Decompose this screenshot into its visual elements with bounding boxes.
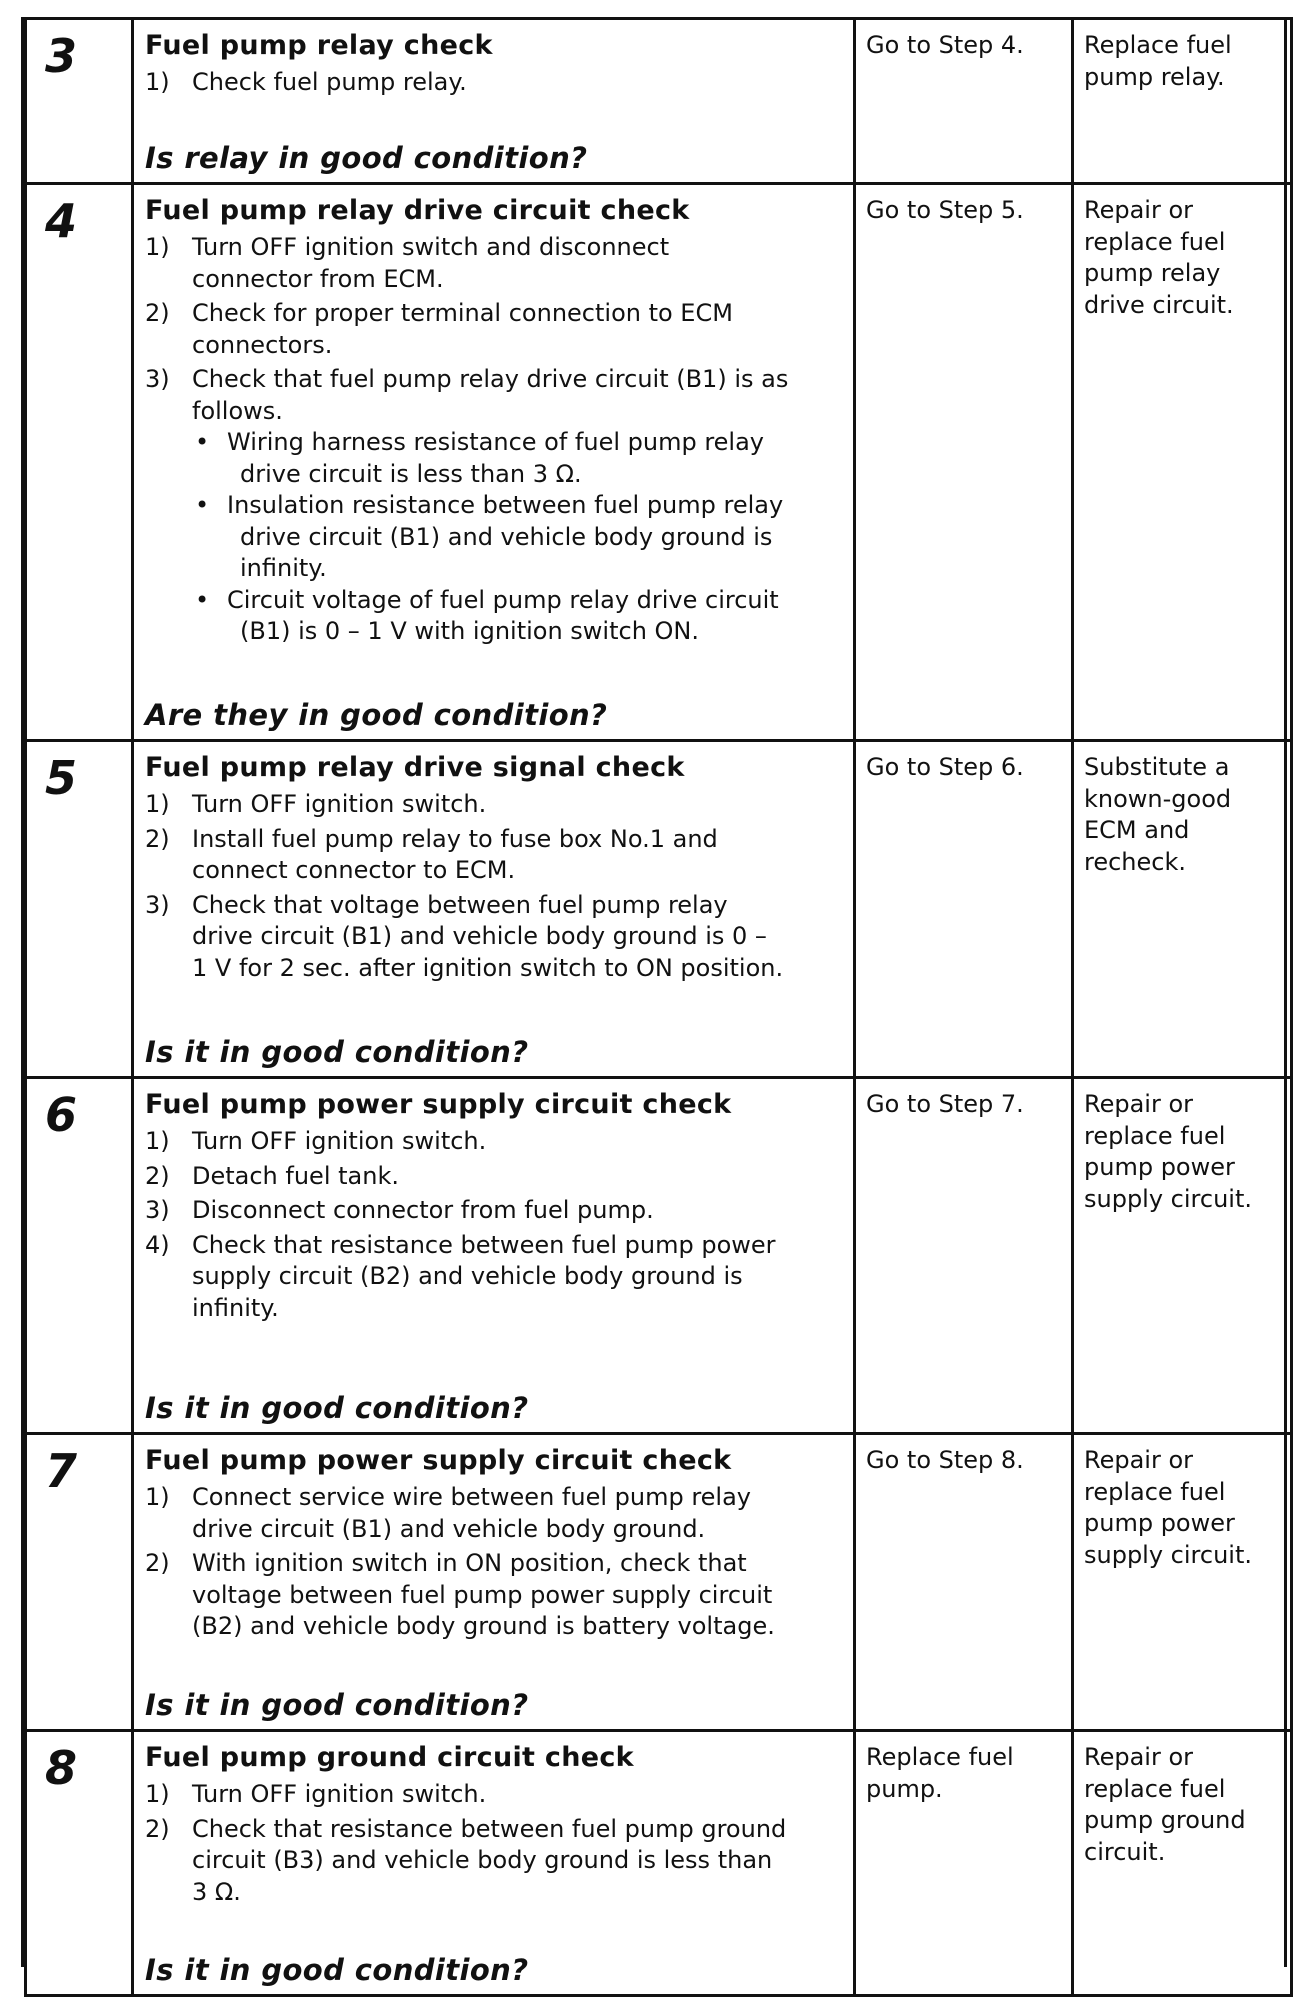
action-cell [133, 19, 855, 184]
text-line: drive circuit (B1) and vehicle body ground. [192, 1514, 706, 1543]
step-title: Fuel pump relay drive circuit check [145, 195, 690, 226]
action-cell [133, 741, 855, 1078]
text-line: Replace fuel [1084, 31, 1232, 59]
text-line: known-good [1084, 784, 1232, 813]
text-line: Turn OFF ignition switch. [192, 1780, 487, 1808]
no-result-cell [1073, 1078, 1292, 1434]
instruction-item [145, 1814, 841, 1909]
yes-result-cell [855, 1731, 1073, 1996]
instruction-number: 2) [145, 1549, 170, 1577]
step-number-cell [26, 1078, 133, 1434]
instruction-item [145, 232, 841, 295]
text-line: Turn OFF ignition switch. [192, 1127, 487, 1155]
text-line: Check for proper terminal connection to ECM [192, 299, 733, 327]
text-line: Go to Step 4. [866, 31, 1024, 59]
instruction-number: 4) [145, 1230, 170, 1259]
text-line: replace fuel [1084, 227, 1226, 256]
text-line: pump. [866, 1774, 943, 1803]
text-line: supply circuit. [1084, 1540, 1252, 1569]
step-question: Is it in good condition? [145, 1953, 529, 1987]
instruction-item [145, 824, 841, 887]
text-line: Repair or [1084, 196, 1194, 224]
step-number-cell [26, 184, 133, 741]
yes-result-cell [855, 1434, 1073, 1731]
text-line: supply circuit. [1084, 1184, 1252, 1213]
step-title: Fuel pump relay drive signal check [145, 752, 685, 783]
step-question: Are they in good condition? [145, 698, 608, 732]
instruction-item [145, 1548, 841, 1643]
instruction-text [192, 232, 841, 295]
instruction-text [192, 1161, 841, 1193]
instruction-text [192, 1548, 841, 1643]
step-number-cell [26, 1434, 133, 1731]
instruction-text [192, 1126, 841, 1158]
instruction-number: 1) [145, 233, 170, 261]
text-line: replace fuel [1084, 1477, 1226, 1506]
text-line: Repair or [1084, 1090, 1194, 1118]
text-line: Check that resistance between fuel pump power [192, 1230, 776, 1259]
action-cell [133, 1078, 855, 1434]
bullet-item [192, 427, 841, 490]
text-line: Check that voltage between fuel pump relay [192, 890, 728, 919]
step-number: 6 [45, 1088, 78, 1142]
no-result-cell [1073, 19, 1292, 184]
text-line: connect connector to ECM. [192, 856, 516, 884]
instruction-number: 1) [145, 1483, 170, 1511]
bullet-icon: • [195, 491, 210, 519]
instruction-text [192, 1482, 841, 1545]
text-line: circuit (B3) and vehicle body ground is less than [192, 1846, 773, 1874]
instruction-number: 3) [145, 1196, 170, 1224]
instruction-number: 1) [145, 790, 170, 818]
text-line: Go to Step 5. [866, 196, 1024, 224]
step-number: 8 [45, 1741, 78, 1795]
step-row-6 [26, 1078, 1292, 1434]
text-line: pump relay. [1084, 62, 1225, 91]
text-line: connectors. [192, 330, 333, 359]
text-line: pump power [1084, 1153, 1235, 1181]
instruction-item [145, 1482, 841, 1545]
text-line: voltage between fuel pump power supply circuit [192, 1580, 773, 1609]
text-line: infinity. [192, 1293, 279, 1322]
bullet-item [192, 490, 841, 585]
instruction-item [145, 67, 841, 99]
step-row-3 [26, 19, 1292, 184]
diagnostic-table-sheet [21, 17, 1287, 1987]
text-line: Install fuel pump relay to fuse box No.1 and [192, 824, 718, 853]
step-number: 7 [45, 1444, 78, 1498]
instruction-item [145, 1126, 841, 1158]
instruction-number: 1) [145, 1780, 170, 1808]
text-line: (B1) is 0 – 1 V with ignition switch ON. [240, 617, 700, 645]
instruction-item [145, 1161, 841, 1193]
yes-result-cell [855, 184, 1073, 741]
text-line: recheck. [1084, 847, 1186, 876]
instruction-number: 3) [145, 365, 170, 393]
text-line: follows. [192, 396, 283, 425]
step-number: 4 [45, 194, 78, 248]
step-number: 3 [45, 29, 78, 83]
bullet-text [227, 585, 841, 648]
instruction-item [145, 1195, 841, 1227]
instruction-number: 2) [145, 824, 170, 853]
instruction-text [192, 1814, 841, 1909]
text-line: drive circuit (B1) and vehicle body ground is 0 – [192, 922, 767, 950]
instruction-number: 1) [145, 68, 170, 96]
bullet-text [227, 490, 841, 585]
step-row-8 [26, 1731, 1292, 1996]
text-line: connector from ECM. [192, 264, 444, 293]
step-row-7 [26, 1434, 1292, 1731]
text-line: Go to Step 7. [866, 1090, 1024, 1118]
instruction-text [192, 298, 841, 361]
instruction-item [145, 789, 841, 821]
text-line: 3 Ω. [192, 1877, 241, 1906]
instruction-text [192, 824, 841, 887]
text-line: replace fuel [1084, 1121, 1226, 1150]
text-line: replace fuel [1084, 1774, 1226, 1803]
text-line: With ignition switch in ON position, check that [192, 1549, 747, 1577]
bullet-text [227, 427, 841, 490]
text-line: 1 V for 2 sec. after ignition switch to ON position. [192, 953, 784, 982]
instruction-number: 2) [145, 299, 170, 327]
instruction-item [145, 1779, 841, 1811]
instruction-number: 2) [145, 1161, 170, 1190]
bullet-icon: • [195, 428, 210, 456]
no-result-cell [1073, 1434, 1292, 1731]
instruction-number: 1) [145, 1127, 170, 1155]
text-line: pump relay [1084, 259, 1221, 287]
step-question: Is it in good condition? [145, 1688, 529, 1722]
instruction-text [192, 789, 841, 821]
text-line: Detach fuel tank. [192, 1161, 399, 1190]
text-line: infinity. [240, 554, 327, 582]
instruction-item [145, 298, 841, 361]
instruction-item [145, 890, 841, 985]
text-line: Repair or [1084, 1446, 1194, 1474]
text-line: Check that resistance between fuel pump ground [192, 1814, 787, 1843]
step-number-cell [26, 19, 133, 184]
step-number-cell [26, 741, 133, 1078]
step-question: Is it in good condition? [145, 1391, 529, 1425]
text-line: Go to Step 6. [866, 753, 1024, 781]
step-title: Fuel pump relay check [145, 30, 493, 61]
no-result-cell [1073, 184, 1292, 741]
text-line: Substitute a [1084, 753, 1230, 781]
instruction-number: 2) [145, 1814, 170, 1843]
text-line: Turn OFF ignition switch and disconnect [192, 233, 670, 261]
text-line: Go to Step 8. [866, 1446, 1024, 1474]
bullet-item [192, 585, 841, 648]
text-line: Repair or [1084, 1743, 1194, 1771]
step-number-cell [26, 1731, 133, 1996]
action-cell [133, 1731, 855, 1996]
bullet-icon: • [195, 585, 210, 614]
instruction-text [192, 1779, 841, 1811]
step-row-5 [26, 741, 1292, 1078]
step-row-4 [26, 184, 1292, 741]
yes-result-cell [855, 741, 1073, 1078]
instruction-item [145, 364, 841, 427]
action-cell [133, 184, 855, 741]
step-title: Fuel pump ground circuit check [145, 1742, 634, 1773]
text-line: drive circuit (B1) and vehicle body ground is [240, 522, 773, 551]
yes-result-cell [855, 1078, 1073, 1434]
text-line: Wiring harness resistance of fuel pump relay [227, 428, 765, 456]
instruction-text [192, 364, 841, 427]
text-line: drive circuit is less than 3 Ω. [240, 459, 582, 488]
text-line: Circuit voltage of fuel pump relay drive circuit [227, 585, 779, 614]
instruction-text [192, 67, 841, 99]
step-question: Is relay in good condition? [145, 141, 588, 175]
action-cell [133, 1434, 855, 1731]
step-question: Is it in good condition? [145, 1035, 529, 1069]
step-title: Fuel pump power supply circuit check [145, 1089, 732, 1120]
text-line: Check fuel pump relay. [192, 68, 467, 96]
no-result-cell [1073, 741, 1292, 1078]
text-line: pump ground [1084, 1806, 1246, 1834]
text-line: Insulation resistance between fuel pump relay [227, 491, 784, 519]
text-line: supply circuit (B2) and vehicle body ground is [192, 1262, 743, 1290]
text-line: Check that fuel pump relay drive circuit (B1) is as [192, 365, 789, 393]
text-line: drive circuit. [1084, 290, 1234, 319]
text-line: (B2) and vehicle body ground is battery voltage. [192, 1612, 775, 1640]
text-line: circuit. [1084, 1837, 1166, 1866]
text-line: Disconnect connector from fuel pump. [192, 1196, 654, 1224]
instruction-text [192, 890, 841, 985]
step-title: Fuel pump power supply circuit check [145, 1445, 732, 1476]
instruction-text [192, 1230, 841, 1325]
yes-result-cell [855, 19, 1073, 184]
instruction-text [192, 1195, 841, 1227]
text-line: Connect service wire between fuel pump relay [192, 1483, 751, 1511]
instruction-number: 3) [145, 890, 170, 919]
instruction-item [145, 1230, 841, 1325]
text-line: Replace fuel [866, 1743, 1014, 1771]
troubleshooting-table [24, 17, 1293, 1997]
text-line: Turn OFF ignition switch. [192, 790, 487, 818]
text-line: ECM and [1084, 816, 1190, 844]
step-number: 5 [45, 751, 78, 805]
no-result-cell [1073, 1731, 1292, 1996]
text-line: pump power [1084, 1509, 1235, 1537]
